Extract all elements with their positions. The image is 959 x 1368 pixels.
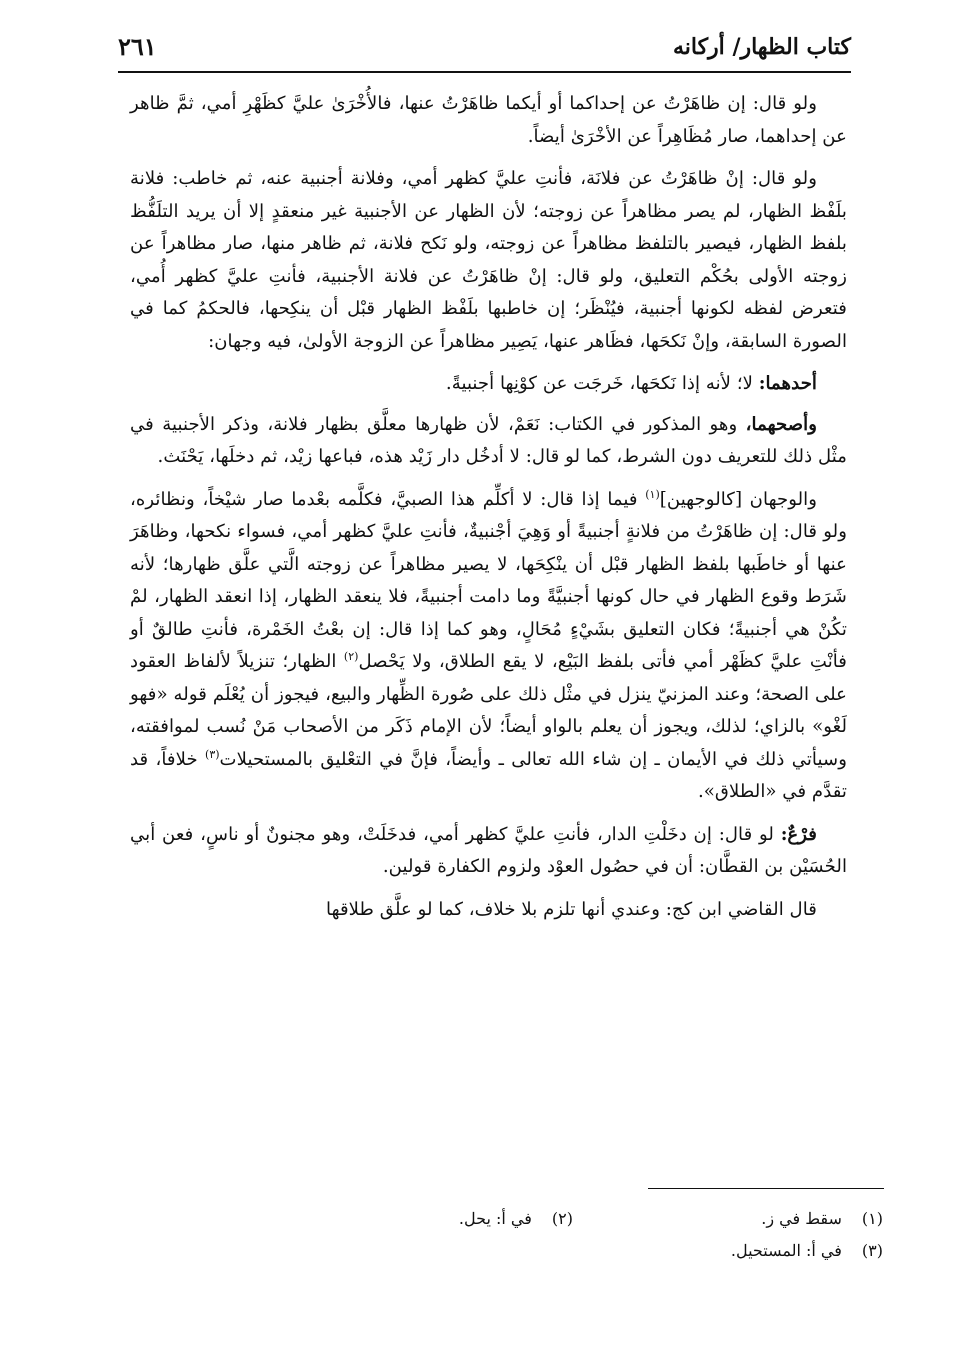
footnote-text: سقط في ز. xyxy=(761,1209,842,1228)
footnote-1 xyxy=(761,1203,883,1235)
footnote-ref-3: (٣) xyxy=(205,747,220,761)
paragraph-text: الظهار؛ تنزيلاً لألفاظ العقود على الصحة؛ وعند المزنيّ ينزل في مثْل ذلك على صُورة الظِّهار والبيع، فيجوز أن يُعْلَم قوله «فهو لَغْو» بالزاي؛ لذلك، ويجوز أن يعلم بالواو أيضاً؛ لأن الإمام ذَكَر من الأصحاب مَنْ نُسب لموافقته، وسيأتي ذلك في الأيمان ـ إن شاء الله تعالى ـ وأيضاً، فإنَّ في التعْليق بالمستحيلات xyxy=(130,651,847,770)
footnote-rule xyxy=(648,1188,884,1189)
paragraph-lead: فرْعٌ: xyxy=(780,823,817,845)
running-title: كتاب الظهار/ أركانه xyxy=(672,34,851,60)
page-number: ٢٦١ xyxy=(118,32,157,61)
paragraph-5 xyxy=(130,484,847,809)
paragraph-text: خلافاً، قد تقدَّم في «الطلاق». xyxy=(130,748,847,802)
footnote-text: في أ: يحل. xyxy=(458,1209,532,1228)
page-header xyxy=(118,30,851,70)
footnote-text: في أ: المستحيل. xyxy=(730,1241,842,1260)
paragraph-lead: وأصحهما، xyxy=(745,413,817,435)
header-rule xyxy=(118,71,851,73)
footnote-row xyxy=(300,1203,883,1235)
paragraph-7 xyxy=(130,894,847,927)
footnote-number: (١) xyxy=(861,1209,883,1228)
paragraph-text: قال القاضي ابن كج: وعندي أنها تلزم بلا خلاف، كما لو علَّق طلاقها xyxy=(326,898,817,920)
footnote-number: (٣) xyxy=(861,1241,883,1260)
footnote-ref-1: (١) xyxy=(645,487,660,501)
paragraph-2 xyxy=(130,163,847,358)
paragraph-4 xyxy=(130,409,847,474)
footnote-3 xyxy=(731,1235,883,1267)
paragraph-1 xyxy=(130,88,847,153)
footnote-number: (٢) xyxy=(551,1209,573,1228)
footnotes xyxy=(300,1203,883,1267)
paragraph-text: ولو قال: إن ظاهَرْتُ عن إحداكما أو أيكما ظاهَرْتُ عنها، فالأُخْرَىٰ عليَّ كظَهْرِ أمي، ثمَّ ظاهر عن إحداهما، صار مُظَاهِراً عن الأخْرَىٰ أيضاً. xyxy=(130,93,847,147)
paragraph-6 xyxy=(130,819,847,884)
paragraph-text: ولو قال: إنْ ظاهَرْتُ عن فلانَة، فأنتِ عليَّ كظهر أمي، وفلانة أجنبية عنه، ثم خاطب: فلانة بلَفْظ الظهار، لم يصر مظاهراً عن زوجته؛ لأن الظهار عن الأجنبية غير منعقدٍ إلا أن يريد التلَفُّظ بلفظ الظهار، فيصير بالتلفظ مظاهراً عن زوجته، ولو نَكح فلانة، ثم ظاهر منها، صار مظاهراً عن زوجته الأولى بحُكْم التعليق، ولو قال: إنْ ظاهَرْتُ عن فلانة الأجنبية، فأنتِ عليَّ كظهر أُمي، فتعرض لفظه لكونها أجنبية، فيُنْظَر؛ إن خاطبها بلَفْظ الظهار قبْل أن ينكِحها، فالحكمُ كما في الصورة السابقة، وإنْ نَكحَها، فظَاهر عنها، يَصِير مظاهراً عن الزوجة الأولىٰ، فيه وجهان: xyxy=(130,168,847,352)
footnote-row xyxy=(300,1235,883,1267)
paragraph-text: لو قال: إن دخَلْتِ الدار، فأنتِ عليَّ كظهر أمي، فدخَلَتْ، وهو مجنونٌ أو ناسٍ، فعن أبي الحُسَيْن بن القطَّان: أن في حصُول العوْد ولزوم الكفارة قولين. xyxy=(130,823,847,877)
paragraph-text: والوجهان [كالوجهين] xyxy=(659,488,817,510)
footnote-ref-2: (٢) xyxy=(343,649,359,663)
paragraph-text: لا؛ لأنه إذا نَكحَها، خَرجَت عن كوْنِها أجنبيةً. xyxy=(445,373,759,394)
paragraph-text: فيما إذا قال: لا أكلِّم هذا الصبيَّ، فكلَّمه بعْدما صار شيْخاً، ونظائره، ولو قال: إن ظاهَرْتُ من فلانةٍ أجنبيةً أو وَهِيَ أجْنبيةٌ، فأنتِ عليَّ كظهر أمي، فسواء نكحها، وظاهَرَ عنها أو خاطَبها بلفظ الظهار قبْل أن ينْكِحَها، لا يصير مظاهراً عن زوجته الَّتي علَّق ظهارها؛ لأنه شَرَط وقوع الظهار في حال كونها أجنبيَّةً وما دامت أجنبيةً، فلا ينعقد الظهار، إذا انعقد الظهار، لمْ تكُنْ هي أجنبيةً؛ فكان التعليق بشَيْءٍ مُحَالٍ، وهو كما إذا قال: إن بعْتُ الخَمْرة، فأنتِ طالقٌ أو فأنْتِ عليَّ كظَهْر أمي فأتى بلفظ البَيْع، لا يقع الطلاق، ولا يَحْصل xyxy=(130,488,848,672)
footnote-2 xyxy=(459,1203,573,1235)
main-text xyxy=(130,88,847,926)
paragraph-lead: أحدهما: xyxy=(758,373,817,394)
paragraph-text: وهو المذكور في الكتاب: نَعَمْ، لأن ظهارها معلَّق بظهار فلانة، وذكر الأجنبية في مثْل ذلك للتعريف دون الشرط، كما لو قال: لا أدخُل دار زَيْد هذه، فباعها زيْد، ثم دخلَها، يَحْنَث. xyxy=(130,413,847,467)
paragraph-3 xyxy=(130,368,847,401)
